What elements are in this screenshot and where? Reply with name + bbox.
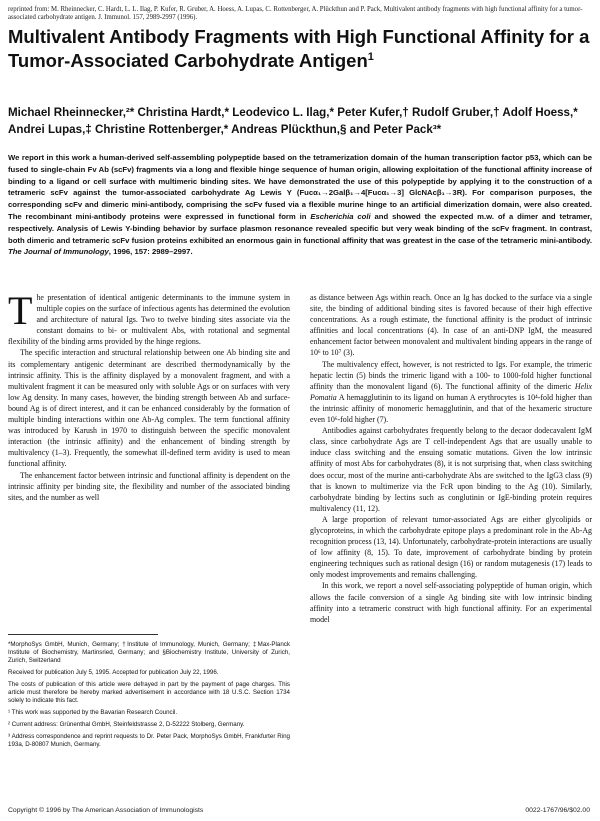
right-paragraph-5: In this work, we report a novel self-associating polypeptide of human origin, which allows the facile conversion of a single Ag binding site with low intrinsic binding affinity into a tetrameric construct with high functional affinity. For an experimental model <box>310 581 592 624</box>
footnote-1: ¹ This work was supported by the Bavarian Research Council. <box>8 709 178 716</box>
title-footnote-mark: 1 <box>367 51 374 63</box>
footnotes <box>8 634 290 753</box>
costs-note: The costs of publication of this article were defrayed in part by the payment of page charges. This article must therefore be hereby marked advertisement in accordance with 18 U.S.C. Section 1734 solely to indicate this fact. <box>8 681 290 704</box>
footnote-3: ³ Address correspondence and reprint requests to Dr. Peter Pack, MorphoSys GmbH, Frankfurter Ring 193a, D-80807 Munich, Germany. <box>8 733 290 748</box>
right-paragraph-2a: The multivalency effect, however, is not restricted to Igs. For example, the trimeric hepatic lectin (5) binds the trimeric ligand with a 100- to 1000-fold higher functional affinity than the monovalent ligand (6). The functional affinity of the dimeric <box>310 359 592 391</box>
right-paragraph-1: as distance between Ags within reach. Once an Ig has docked to the surface via a single site, the binding of additional binding sites is favored because of their high effective concentrations. As a rough estimate, the functional affinity is the product of intrinsic affinities and local concentrations (4). In case of an anti-DNP IgM, the measured enhancement factor between monovalent and multivalent binding appears in the range of 10⁶ to 10⁷ (3). <box>310 293 592 358</box>
abstract <box>8 152 592 258</box>
abstract-part-1: We report in this work a human-derived self-assembling polypeptide based on the tetramerization domain of the human transcription factor p53, which can be fused to single-chain Fv Ab (scFv) fragments via a long and flexible hinge sequence of human origin, allowing exploitation of the functional affinity increase of binding to a ligand or cell surface with multimeric binding sites. We have demonstrated the use of this polypeptide by applying it to the construction of a tetrameric scFv against the tumor-associated carbohydrate Ag Lewis Y (Fucα₁→2Galβ₁→4[Fucα₁→3] GlcNAcβ₁→3R). For comparison purposes, the corresponding scFv and dimeric mini-antibody, comprising the scFv fused via a flexible murine hinge to an artificial dimerization domain, were also created. The recombinant mini-antibody proteins were expressed in functional form in <box>8 153 592 221</box>
abstract-citation: , 1996, 157: 2989–2997. <box>108 247 193 257</box>
footnote-rule <box>8 634 158 635</box>
reprint-note: reprinted from: M. Rheinnecker, C. Hardt, L. L. Ilag, P. Kufer, R. Gruber, A. Hoess, A. Lupas, C. Rottenberger, A. Plückthun and P. Pack, Multivalent antibody fragments with high functional affinity for a tumor-associated carbohydrate antigen. J. Immunol. 157, 2989-2997 (1996). <box>8 6 583 22</box>
author-list: Michael Rheinnecker,²* Christina Hardt,* Leodevico L. Ilag,* Peter Kufer,† Rudolf Gruber,† Adolf Hoess,* Andrei Lupas,‡ Christine Rottenberger,* Andreas Plückthun,§ and Peter Pack³* <box>8 106 578 136</box>
abstract-organism: Escherichia coli <box>310 211 371 221</box>
affiliations-note: *MorphoSys GmbH, Munich, Germany; †Institute of Immunology, Munich, Germany; ‡Max-Planck Institute of Biochemistry, Martinsried, Germany; and §Biochemistry Institute, University of Zurich, Zurich, Switzerland <box>8 641 290 664</box>
copyright-line: Copyright © 1996 by The American Association of Immunologists <box>8 807 204 814</box>
intro-paragraph-3: The enhancement factor between intrinsic and functional affinity is dependent on the intrinsic affinity per binding site, the flexibility and number of the associated binding sites, and the number as well <box>8 470 290 502</box>
body-left-column <box>8 288 290 503</box>
right-paragraph-2 <box>310 359 592 426</box>
received-note: Received for publication July 5, 1995. Accepted for publication July 22, 1996. <box>8 669 219 676</box>
article-title-text: Multivalent Antibody Fragments with High Functional Affinity for a Tumor-Associated Carbohydrate Antigen <box>8 26 590 72</box>
intro-paragraph-1-text: he presentation of identical antigenic determinants to the immune system in multiple copies on the surface of infectious agents has determined the evolution and architecture of natural Igs. Two to twelve binding sites associate via the constant domains to bi- or multivalent Abs, with rotational and segmental flexibility of the binding arms provided by the hinge regions. <box>8 293 290 347</box>
intro-paragraph-1 <box>8 288 290 347</box>
intro-paragraph-2: The specific interaction and structural relationship between one Ab binding site and its complementary antigenic determinant are described thermodynamically by the intrinsic affinity. This is the affinity displayed by a monovalent fragment, and with a multivalent fragment it can be measured only with soluble Ags or on surfaces with very low Ag density. In many cases, however, the binding strength between Ab and surface-bound Ag is of direct interest, and it can be enhanced considerably by the formation of multiple binding interactions within one Ab-Ag complex. The term functional affinity was introduced by Karush in 1970 to distinguish between the specific monovalent interaction (the intrinsic affinity) and the enhancement of binding strength by multivalency (1–3). Frequently, the somewhat ill-defined term avidity is used to mean functional affinity. <box>8 348 290 469</box>
footnote-2: ² Current address: Grünenthal GmbH, Steinfeldstrasse 2, D-52222 Stolberg, Germany. <box>8 721 245 728</box>
body-right-column <box>310 292 592 625</box>
right-paragraph-3: Antibodies against carbohydrates frequently belong to the decaor dodecavalent IgM class, since carbohydrate Ags are T cell-independent Ags that are usually unable to induce class switching and the ensuing somatic mutations. Given the low intrinsic affinity of most Abs for carbohydrates (8), it is not surprising that, when class switching does occur, most of the murine anti-carbohydrate Abs are switched to the IgG3 class (9) that is known to multimerize via the FcR upon binding to the Ag (10). Similarly, carbohydrate binding by lectins such as conglutinin or IgE-binding protein requires multivalency (11, 12). <box>310 426 592 513</box>
abstract-part-2: and showed the expected m.w. of a dimer and tetramer, respectively. Analysis of Lewis Y-binding behavior by surface plasmon resonance revealed specific but very weak binding of the scFv fragment. In contrast, both dimeric and tetrameric scFv fusion proteins exhibited an enormous gain in functional affinity that was greatest in the case of the tetrameric mini-antibody. <box>8 211 592 245</box>
issn-code: 0022-1767/96/$02.00 <box>525 807 590 814</box>
article-title <box>8 26 592 71</box>
abstract-journal: The Journal of Immunology <box>8 247 109 257</box>
right-paragraph-2b: A hemagglutinin to its ligand on human A erythrocytes is 10⁴-fold higher than the intrinsic affinity of monomeric hemagglutinin, and that of the hexameric structure even 10⁶-fold higher (7). <box>310 392 592 425</box>
helix-pomatia-term: Helix Pomatia <box>310 381 592 402</box>
right-paragraph-4: A large proportion of relevant tumor-associated Ags are either glycolipids or glycoproteins, in which the carbohydrate epitope plays a predominant role in the Ab-Ag recognition process (13, 14). Unfortunately, carbohydrate-protein interactions are usually of low affinity (8, 15). To date, improvement of carbohydrate binding by protein engineering techniques such as rational design (16) or random mutagenesis (17) leads to only modest improvements and remains challenging. <box>310 514 592 580</box>
drop-cap: T <box>8 288 33 333</box>
